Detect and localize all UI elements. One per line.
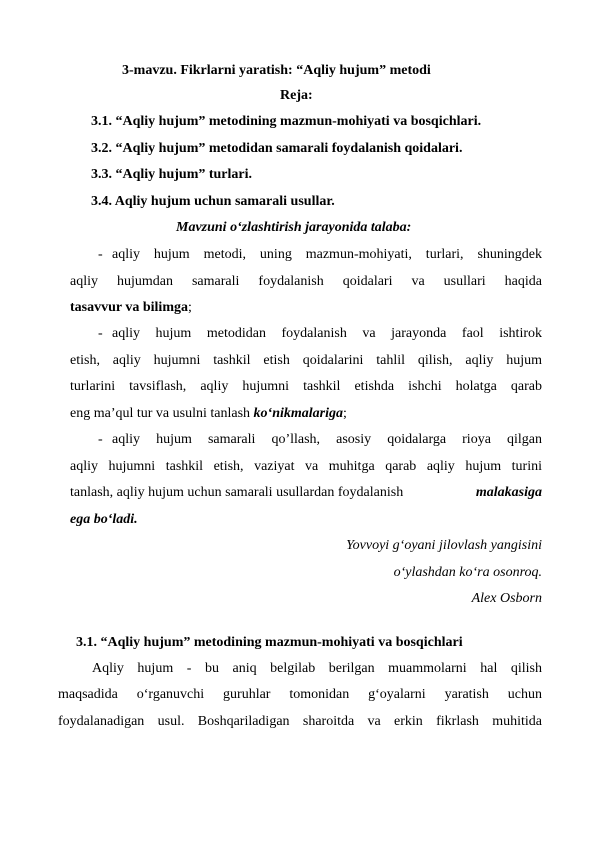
objective-emphasis: ko‘nikmalariga [253,406,343,421]
plan-item: 3.4. Aqliy hujum uchun samarali usullar. [91,194,335,209]
objective-text: etish, aqliy hujumni tashkil etish qoidalarini tahlil qilish, aqliy hujum [70,353,542,368]
objective-line [70,484,542,502]
quote-line: Yovvoyi g‘oyani jilovlash yangisini [346,538,542,553]
objective-text: aqliy hujum samarali qo’llash, asosiy qoidalarga rioya qilgan [112,432,542,447]
objective-text: aqliy hujum metodidan foydalanish va jarayonda faol ishtirok [112,326,542,341]
topic-title: 3-mavzu. Fikrlarni yaratish: “Aqliy hujum” metodi [122,63,431,78]
objective-text: tanlash, aqliy hujum uchun samarali usullardan foydalanish [70,485,404,500]
objective-line [70,299,192,317]
objectives-heading: Mavzuni o‘zlashtirish jarayonida talaba: [176,220,412,235]
objective-punct: ; [343,406,347,421]
body-line: maqsadida o‘rganuvchi guruhlar tomonidan g‘oyalarni yaratish uchun [58,687,542,702]
plan-item: 3.1. “Aqliy hujum” metodining mazmun-mohiyati va bosqichlari. [91,114,482,129]
quote-line: o‘ylashdan ko‘ra osonroq. [393,565,542,580]
section-heading: 3.1. “Aqliy hujum” metodining mazmun-mohiyati va bosqichlari [76,635,463,650]
objective-line [98,431,542,449]
objective-line [98,325,542,343]
quote-author: Alex Osborn [471,591,542,606]
bullet-dash: - [98,432,103,447]
bullet-dash: - [98,247,103,262]
objective-text: eng ma’qul tur va usulni tanlash [70,406,254,421]
plan-item: 3.2. “Aqliy hujum” metodidan samarali foydalanish qoidalari. [91,141,463,156]
objective-line [98,246,542,264]
objective-text: aqliy hujumdan samarali foydalanish qoidalari va usullari haqida [70,274,542,289]
objective-punct: ; [187,300,192,315]
objective-emphasis: tasavvur va bilimga [70,300,188,315]
objective-emphasis: ega bo‘ladi. [70,512,138,527]
objective-text: turlarini tavsiflash, aqliy hujumni tashkil etishda ishchi holatga qarab [70,379,542,394]
plan-item: 3.3. “Aqliy hujum” turlari. [91,167,253,182]
body-line: Aqliy hujum - bu aniq belgilab berilgan muammolarni hal qilish [92,661,542,676]
plan-label: Reja: [280,88,313,103]
bullet-dash: - [98,326,103,341]
objective-text: aqliy hujumni tashkil etish, vaziyat va muhitga qarab aqliy hujum turini [70,459,542,474]
objective-line [70,405,347,423]
objective-text: aqliy hujum metodi, uning mazmun-mohiyati, turlari, shuningdek [112,247,542,262]
objective-emphasis: malakasiga [475,485,542,500]
body-line: foydalanadigan usul. Boshqariladigan sharoitda va erkin fikrlash muhitida [58,714,542,729]
